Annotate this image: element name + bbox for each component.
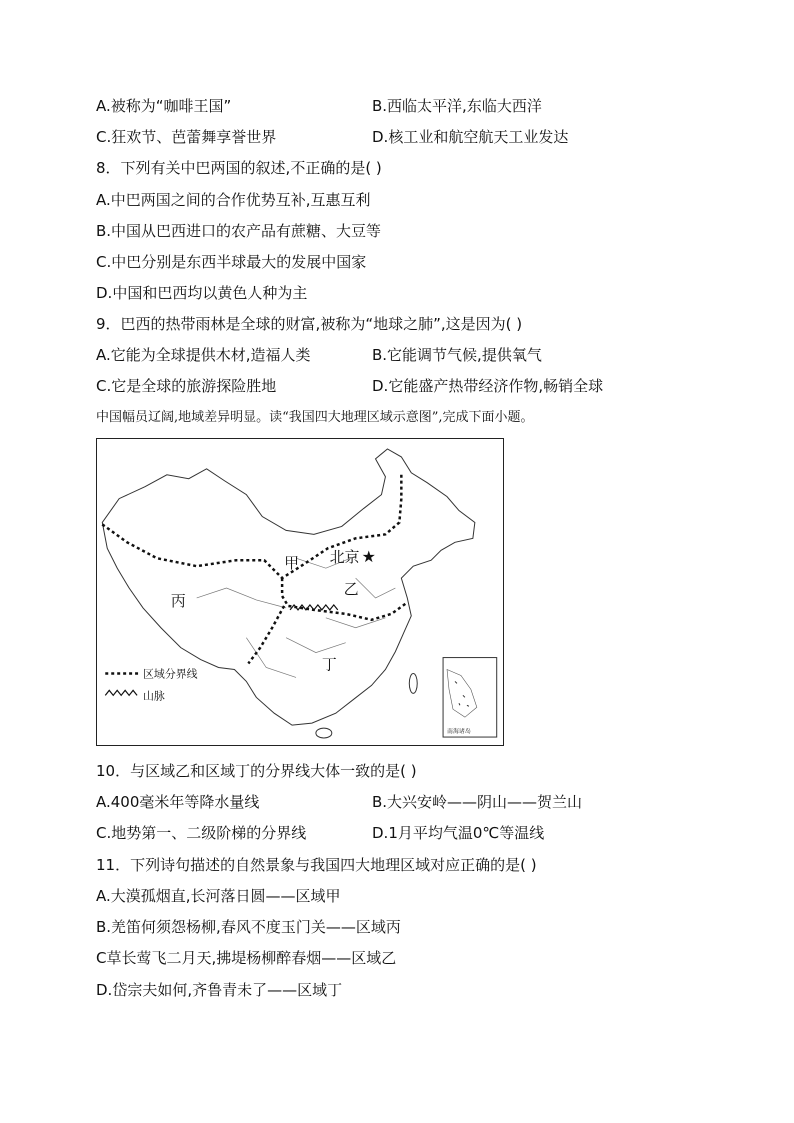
inset-label: 南海诸岛	[447, 728, 471, 736]
q11-option-a: A.大漠孤烟直,长河落日圆——区域甲	[96, 887, 341, 905]
q11-option-c: C草长莺飞二月天,拂堤杨柳醉春烟——区域乙	[96, 949, 397, 967]
label-ding: 丁	[321, 655, 337, 674]
label-beijing: 北京	[329, 548, 360, 567]
section-intro: 中国幅员辽阔,地域差异明显。读“我国四大地理区域示意图”,完成下面小题。	[96, 410, 534, 425]
q9-option-d: D.它能盛产热带经济作物,畅销全球	[372, 377, 604, 395]
q7-option-d: D.核工业和航空航天工业发达	[372, 128, 569, 146]
china-regions-map	[96, 438, 504, 746]
q9-option-b: B.它能调节气候,提供氧气	[372, 346, 542, 364]
q10-option-d: D.1月平均气温0℃等温线	[372, 824, 545, 842]
q10-option-a: A.400毫米年等降水量线	[96, 793, 260, 811]
q8-option-b: B.中国从巴西进口的农产品有蔗糖、大豆等	[96, 222, 382, 240]
q7-option-c: C.狂欢节、芭蕾舞享誉世界	[96, 128, 277, 146]
q11-option-d: D.岱宗夫如何,齐鲁青未了——区域丁	[96, 981, 343, 999]
legend-mountain-icon	[105, 690, 137, 695]
q9-option-a: A.它能为全球提供木材,造福人类	[96, 346, 311, 364]
q10-option-c: C.地势第一、二级阶梯的分界线	[96, 824, 307, 842]
label-jia: 甲	[284, 554, 300, 573]
q11-stem: 11．下列诗句描述的自然景象与我国四大地理区域对应正确的是( )	[96, 856, 537, 874]
inset-box	[443, 658, 497, 737]
label-yi: 乙	[343, 579, 359, 598]
q9-stem: 9．巴西的热带雨林是全球的财富,被称为“地球之肺”,这是因为( )	[96, 315, 523, 333]
q10-option-b: B.大兴安岭——阴山——贺兰山	[372, 793, 583, 811]
q11-option-b: B.羌笛何须怨杨柳,春风不度玉门关——区域丙	[96, 918, 401, 936]
legend-mountain-label: 山脉	[143, 689, 165, 703]
boundary-plateau	[248, 606, 284, 664]
q7-option-b: B.西临太平洋,东临大西洋	[372, 97, 542, 115]
q10-stem: 10．与区域乙和区域丁的分界线大体一致的是( )	[96, 762, 417, 780]
legend-boundary-label: 区域分界线	[143, 667, 198, 681]
q8-option-a: A.中巴两国之间的合作优势互补,互惠互利	[96, 191, 371, 209]
q8-option-c: C.中巴分别是东西半球最大的发展中国家	[96, 253, 367, 271]
beijing-star-icon: ★	[361, 547, 376, 567]
q9-option-c: C.它是全球的旅游探险胜地	[96, 377, 277, 395]
label-bing: 丙	[170, 591, 186, 610]
china-outline	[102, 449, 475, 725]
q8-stem: 8．下列有关中巴两国的叙述,不正确的是( )	[96, 159, 382, 177]
q8-option-d: D.中国和巴西均以黄色人种为主	[96, 284, 308, 302]
q7-option-a: A.被称为“咖啡王国”	[96, 97, 232, 115]
